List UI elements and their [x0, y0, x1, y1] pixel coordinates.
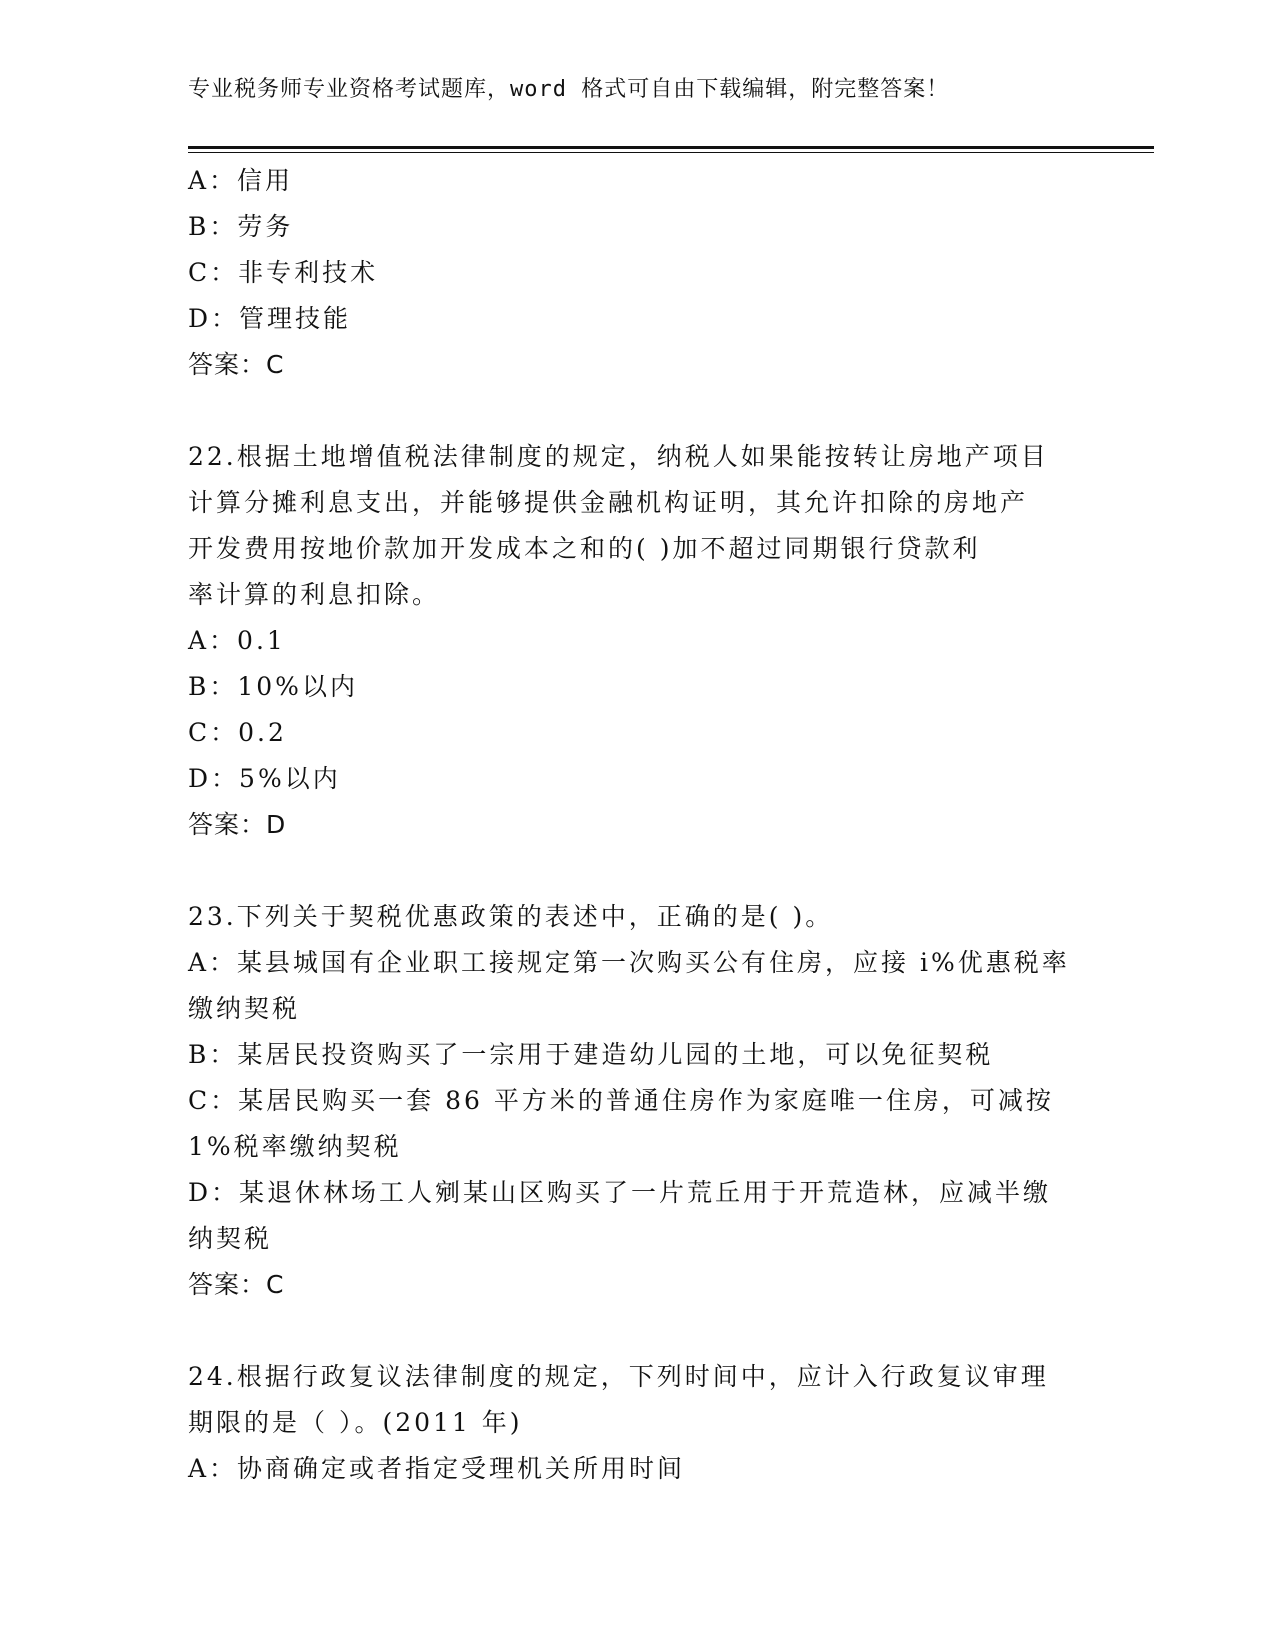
- document-content: [188, 158, 1088, 1492]
- question-stem-line: 计算分摊利息支出，并能够提供金融机构证明，其允许扣除的房地产: [188, 488, 1029, 517]
- option-a-continued: 缴纳契税: [188, 994, 301, 1023]
- option-a: A：信用: [188, 166, 294, 195]
- option-a: A：0.1: [188, 626, 286, 655]
- question-stem-line: 24.根据行政复议法律制度的规定，下列时间中，应计入行政复议审理: [188, 1362, 1049, 1391]
- option-d: D：5%以内: [188, 764, 341, 793]
- option-c: C：非专利技术: [188, 258, 379, 287]
- answer: 答案：D: [188, 810, 287, 839]
- header-rule-thick: [188, 146, 1154, 149]
- option-d: D：某退休林场工人剜某山区购买了一片荒丘用于开荒造林，应减半缴: [188, 1178, 1052, 1207]
- option-d-continued: 纳契税: [188, 1224, 273, 1253]
- question-24: [188, 1354, 1088, 1492]
- question-stem: 23.下列关于契税优惠政策的表述中，正确的是( )。: [188, 902, 834, 931]
- question-stem-line: 期限的是（ ）。(2011 年): [188, 1408, 523, 1437]
- page-header: 专业税务师专业资格考试题库，word 格式可自由下载编辑，附完整答案！: [188, 77, 950, 102]
- spacer: [188, 848, 1088, 894]
- option-a: A：某县城国有企业职工接规定第一次购买公有住房，应接 i%优惠税率: [188, 948, 1070, 977]
- question-stem-line: 开发费用按地价款加开发成本之和的( )加不超过同期银行贷款利: [188, 534, 981, 563]
- question-21: [188, 158, 1088, 388]
- answer: 答案：C: [188, 1270, 285, 1299]
- option-c: C：某居民购买一套 86 平方米的普通住房作为家庭唯一住房，可减按: [188, 1086, 1054, 1115]
- option-d: D：管理技能: [188, 304, 352, 333]
- spacer: [188, 1308, 1088, 1354]
- answer: 答案：C: [188, 350, 285, 379]
- question-23: [188, 894, 1088, 1308]
- option-b: B：10%以内: [188, 672, 358, 701]
- option-b: B：某居民投资购买了一宗用于建造幼儿园的土地，可以免征契税: [188, 1040, 994, 1069]
- option-c-continued: 1%税率缴纳契税: [188, 1132, 402, 1161]
- option-c: C：0.2: [188, 718, 287, 747]
- question-stem-line: 率计算的利息扣除。: [188, 580, 441, 609]
- spacer: [188, 388, 1088, 434]
- option-a: A：协商确定或者指定受理机关所用时间: [188, 1454, 686, 1483]
- question-22: [188, 434, 1088, 848]
- option-b: B：劳务: [188, 212, 294, 241]
- header-rule-thin: [188, 152, 1154, 153]
- question-stem-line: 22.根据土地增值税法律制度的规定，纳税人如果能按转让房地产项目: [188, 442, 1049, 471]
